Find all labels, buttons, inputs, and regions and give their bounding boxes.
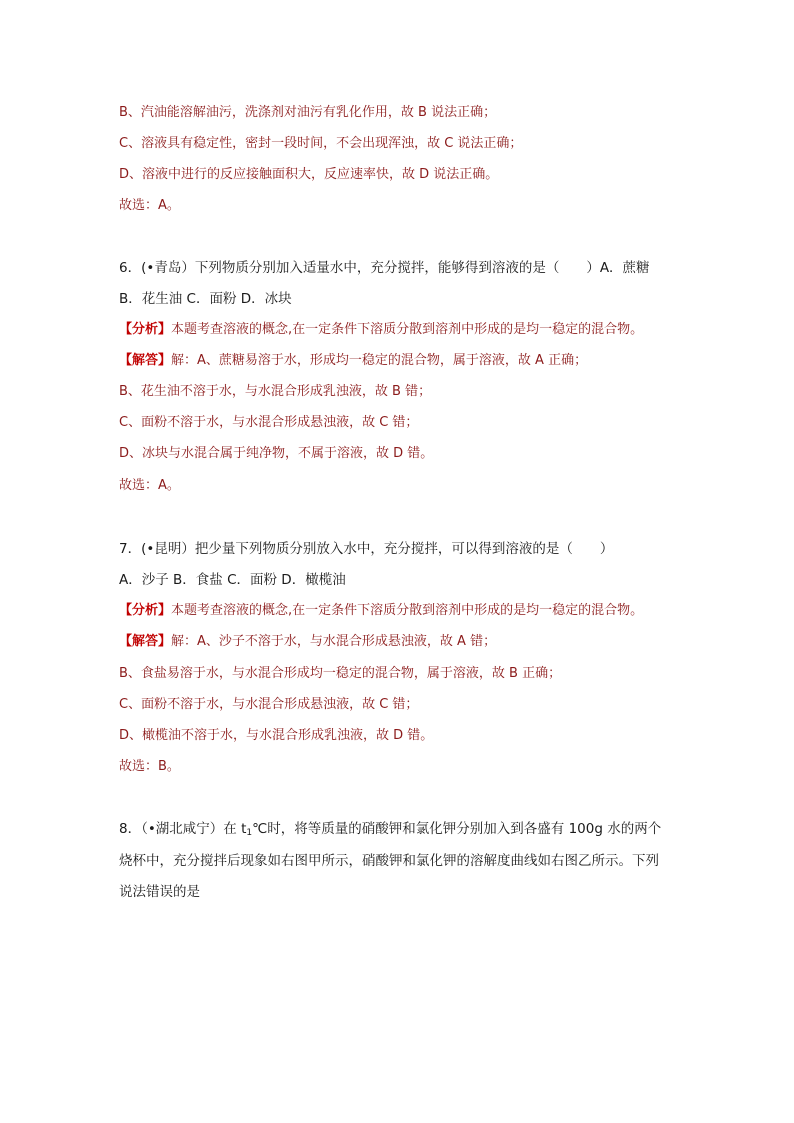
q6-analysis xyxy=(119,321,643,339)
q8-stem-line1 xyxy=(119,820,661,838)
q7-solution-d: D、橄榄油不溶于水，与水混合形成乳浊液，故 D 错。 xyxy=(119,728,434,743)
q8-line1-suffix: ℃时，将等质量的硝酸钾和氯化钾分别加入到各盛有 100g 水的两个 xyxy=(252,821,662,837)
analysis-text: 本题考查溶液的概念,在一定条件下溶质分散到溶剂中形成的是均一稳定的混合物。 xyxy=(171,322,644,337)
q8-stem-line2: 烧杯中，充分搅拌后现象如右图甲所示，硝酸钾和氯化钾的溶解度曲线如右图乙所示。下列 xyxy=(119,853,659,869)
q6-solution-b: B、花生油不溶于水，与水混合形成乳浊液，故 B 错； xyxy=(119,384,432,399)
q8-line1-prefix: 8．（•湖北咸宁）在 t xyxy=(119,821,247,837)
q7-analysis xyxy=(119,602,643,620)
q5-option-d-explanation: D、溶液中进行的反应接触面积大，反应速率快，故 D 说法正确。 xyxy=(119,167,499,182)
q6-stem: 6．(•青岛）下列物质分别加入适量水中，充分搅拌，能够得到溶液的是（ ）A．蔗糖 xyxy=(119,260,650,276)
q7-stem: 7．(•昆明）把少量下列物质分别放入水中，充分搅拌，可以得到溶液的是（ ） xyxy=(119,541,614,557)
analysis-tag: 【分析】 xyxy=(119,603,172,618)
q7-solution-a xyxy=(119,633,496,651)
q6-solution-d: D、冰块与水混合属于纯净物，不属于溶液，故 D 错。 xyxy=(119,446,434,461)
solution-tag: 【解答】 xyxy=(119,634,172,649)
q6-solution-c: C、面粉不溶于水，与水混合形成悬浊液，故 C 错； xyxy=(119,415,419,430)
q6-solution-a xyxy=(119,352,587,370)
q8-stem-line3: 说法错误的是 xyxy=(119,884,200,900)
solution-text: 解：A、沙子不溶于水，与水混合形成悬浊液，故 A 错； xyxy=(171,634,497,649)
q5-option-c-explanation: C、溶液具有稳定性，密封一段时间，不会出现浑浊，故 C 说法正确； xyxy=(119,136,523,151)
q7-solution-c: C、面粉不溶于水，与水混合形成悬浊液，故 C 错； xyxy=(119,697,419,712)
q5-answer: 故选：A。 xyxy=(119,198,180,213)
solution-text: 解：A、蔗糖易溶于水，形成均一稳定的混合物，属于溶液，故 A 正确； xyxy=(171,353,588,368)
q7-answer: 故选：B。 xyxy=(119,759,180,774)
q6-answer: 故选：A。 xyxy=(119,478,180,493)
q6-options: B．花生油 C．面粉 D．冰块 xyxy=(119,291,292,307)
q7-options: A．沙子 B．食盐 C．面粉 D．橄榄油 xyxy=(119,572,346,588)
q8-temperature-subscript: 1 xyxy=(246,828,253,838)
q5-option-b-explanation: B、汽油能溶解油污，洗涤剂对油污有乳化作用，故 B 说法正确； xyxy=(119,105,497,120)
analysis-tag: 【分析】 xyxy=(119,322,172,337)
solution-tag: 【解答】 xyxy=(119,353,172,368)
analysis-text: 本题考查溶液的概念,在一定条件下溶质分散到溶剂中形成的是均一稳定的混合物。 xyxy=(171,603,644,618)
q7-solution-b: B、食盐易溶于水，与水混合形成均一稳定的混合物，属于溶液，故 B 正确； xyxy=(119,666,562,681)
